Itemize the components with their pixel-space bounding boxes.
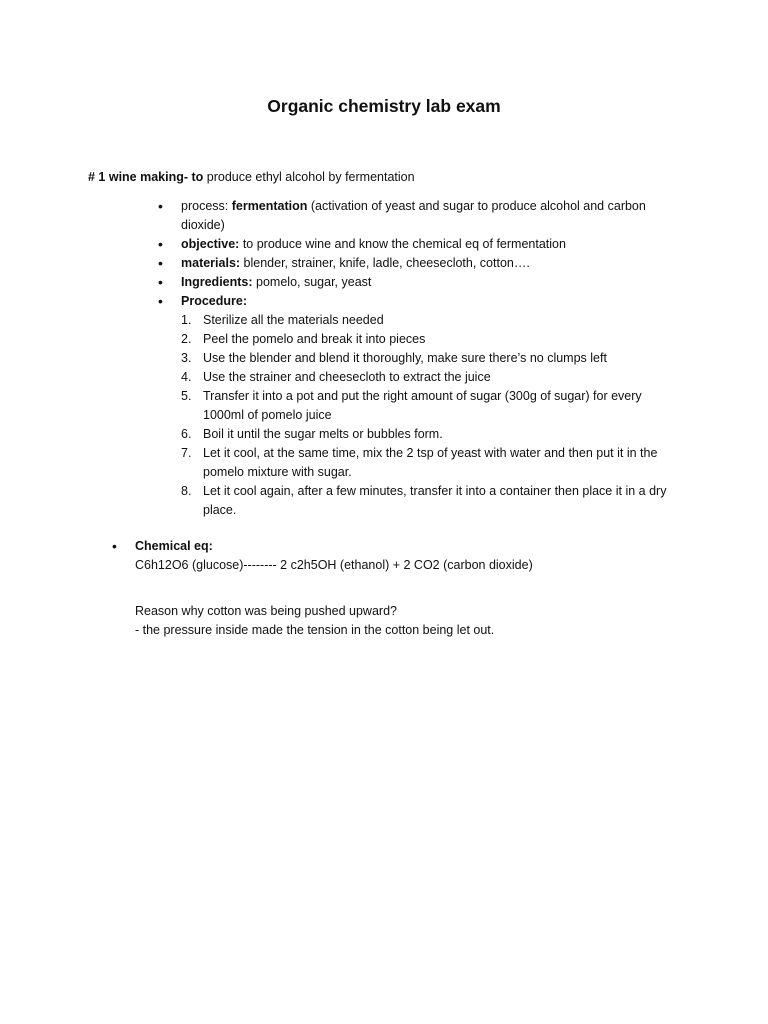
list-item-objective xyxy=(158,235,678,254)
procedure-step xyxy=(181,444,678,482)
objective-label: objective: xyxy=(181,237,240,251)
step-number: 7. xyxy=(181,446,192,460)
step-number: 1. xyxy=(181,313,192,327)
step-number: 8. xyxy=(181,484,192,498)
step-text: Transfer it into a pot and put the right amount of sugar (300g of sugar) for every 1000ml of pomelo juice xyxy=(203,389,642,422)
chemical-eq-label xyxy=(135,537,672,556)
step-text: Use the strainer and cheesecloth to extract the juice xyxy=(203,370,491,384)
step-number: 4. xyxy=(181,370,192,384)
chemical-equation-block xyxy=(112,537,672,575)
list-item-ingredients xyxy=(158,273,678,292)
section-heading-text: produce ethyl alcohol by fermentation xyxy=(203,170,415,184)
step-number: 3. xyxy=(181,351,192,365)
procedure-step xyxy=(181,387,678,425)
list-item-materials xyxy=(158,254,678,273)
step-text: Peel the pomelo and break it into pieces xyxy=(203,332,426,346)
procedure-step xyxy=(181,330,678,349)
list-item-procedure xyxy=(158,292,678,520)
reason-question: Reason why cotton was being pushed upward? xyxy=(135,604,397,618)
step-number: 2. xyxy=(181,332,192,346)
section-heading-bold: # 1 wine making- to xyxy=(88,170,204,184)
chemical-equation: C6h12O6 (glucose)-------- 2 c2h5OH (ethanol) + 2 CO2 (carbon dioxide) xyxy=(135,558,533,572)
procedure-step xyxy=(181,311,678,330)
section-heading xyxy=(88,168,415,187)
procedure-label: Procedure: xyxy=(181,294,247,308)
step-text: Let it cool again, after a few minutes, transfer it into a container then place it in a dry place. xyxy=(203,484,667,517)
step-number: 6. xyxy=(181,427,192,441)
step-number: 5. xyxy=(181,389,192,403)
step-text: Let it cool, at the same time, mix the 2 tsp of yeast with water and then put it in the pomelo mixture with sugar. xyxy=(203,446,658,479)
procedure-step xyxy=(181,368,678,387)
ingredients-text: pomelo, sugar, yeast xyxy=(252,275,372,289)
reason-block xyxy=(135,602,695,640)
step-text: Use the blender and blend it thoroughly, make sure there’s no clumps left xyxy=(203,351,607,365)
chemical-eq-label-text: Chemical eq: xyxy=(135,539,213,553)
main-list xyxy=(158,197,678,520)
step-text: Boil it until the sugar melts or bubbles form. xyxy=(203,427,443,441)
page-title: Organic chemistry lab exam xyxy=(267,96,501,116)
procedure-steps xyxy=(181,311,678,520)
step-text: Sterilize all the materials needed xyxy=(203,313,384,327)
list-item-process xyxy=(158,197,678,235)
bullet-icon: • xyxy=(112,538,117,554)
procedure-step xyxy=(181,425,678,444)
process-label: process: xyxy=(181,199,232,213)
procedure-step xyxy=(181,349,678,368)
materials-text: blender, strainer, knife, ladle, cheesecloth, cotton…. xyxy=(240,256,530,270)
materials-label: materials: xyxy=(181,256,241,270)
objective-text: to produce wine and know the chemical eq of fermentation xyxy=(239,237,566,251)
reason-answer: - the pressure inside made the tension in the cotton being let out. xyxy=(135,623,495,637)
procedure-step xyxy=(181,482,678,520)
process-text: (activation of yeast and sugar to produce alcohol and carbon dioxide) xyxy=(181,199,646,232)
process-bold: fermentation xyxy=(231,199,308,213)
ingredients-label: Ingredients: xyxy=(181,275,253,289)
